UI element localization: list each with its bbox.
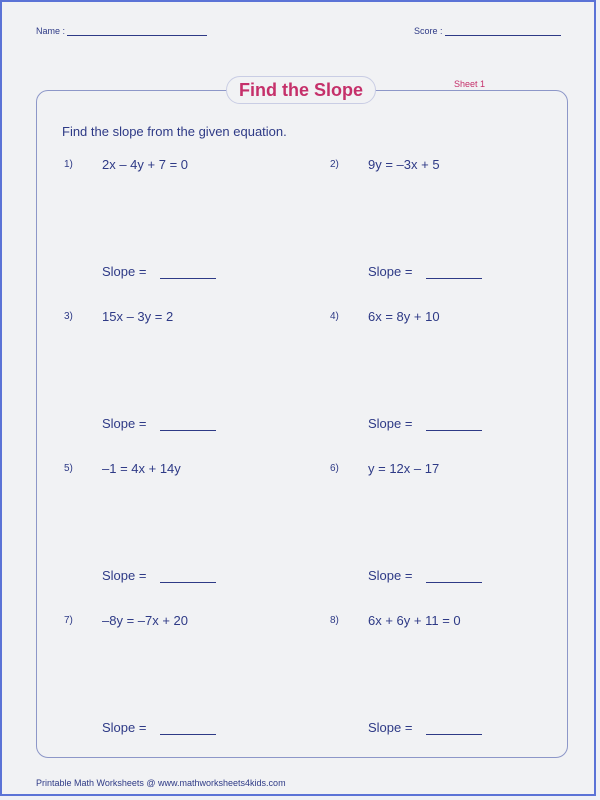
answer-8 <box>368 720 482 735</box>
problem-equation: –1 = 4x + 14y <box>102 461 181 476</box>
answer-4 <box>368 416 482 431</box>
answer-label: Slope = <box>102 568 147 583</box>
answer-label: Slope = <box>102 416 147 431</box>
answer-label: Slope = <box>368 416 413 431</box>
answer-blank <box>160 266 216 279</box>
answer-6 <box>368 568 482 583</box>
problem-equation: –8y = –7x + 20 <box>102 613 189 628</box>
answer-blank <box>426 722 482 735</box>
problem-equation: y = 12x – 17 <box>368 461 440 476</box>
answer-1 <box>102 264 216 279</box>
page-title: Find the Slope <box>226 76 376 104</box>
problem-number: 6) <box>330 463 339 474</box>
answer-blank <box>426 418 482 431</box>
answer-blank <box>426 570 482 583</box>
answer-blank <box>160 570 216 583</box>
problem-number: 8) <box>330 615 339 626</box>
problem-number: 3) <box>64 311 73 322</box>
answer-2 <box>368 264 482 279</box>
answer-blank <box>426 266 482 279</box>
answer-label: Slope = <box>368 568 413 583</box>
problem-equation: 2x – 4y + 7 = 0 <box>102 157 189 172</box>
name-label: Name : <box>36 26 66 36</box>
answer-blank <box>160 418 216 431</box>
problem-number: 7) <box>64 615 73 626</box>
problem-equation: 15x – 3y = 2 <box>102 309 174 324</box>
problem-equation: 6x = 8y + 10 <box>368 309 440 324</box>
answer-blank <box>160 722 216 735</box>
answer-label: Slope = <box>368 264 413 279</box>
problem-number: 2) <box>330 159 339 170</box>
problem-number: 5) <box>64 463 73 474</box>
footer-credit: Printable Math Worksheets @ www.mathworksheets4kids.com <box>36 778 286 788</box>
score-line <box>445 35 561 36</box>
problem-equation: 9y = –3x + 5 <box>368 157 440 172</box>
score-label: Score : <box>414 26 443 36</box>
answer-label: Slope = <box>368 720 413 735</box>
answer-label: Slope = <box>102 264 147 279</box>
problem-number: 4) <box>330 311 339 322</box>
name-field <box>36 26 207 36</box>
instruction-text: Find the slope from the given equation. <box>62 124 287 139</box>
problem-equation: 6x + 6y + 11 = 0 <box>368 613 461 628</box>
answer-7 <box>102 720 216 735</box>
name-line <box>67 35 207 36</box>
answer-3 <box>102 416 216 431</box>
answer-5 <box>102 568 216 583</box>
answer-label: Slope = <box>102 720 147 735</box>
problem-number: 1) <box>64 159 73 170</box>
score-field <box>414 26 561 36</box>
sheet-label: Sheet 1 <box>454 79 486 89</box>
